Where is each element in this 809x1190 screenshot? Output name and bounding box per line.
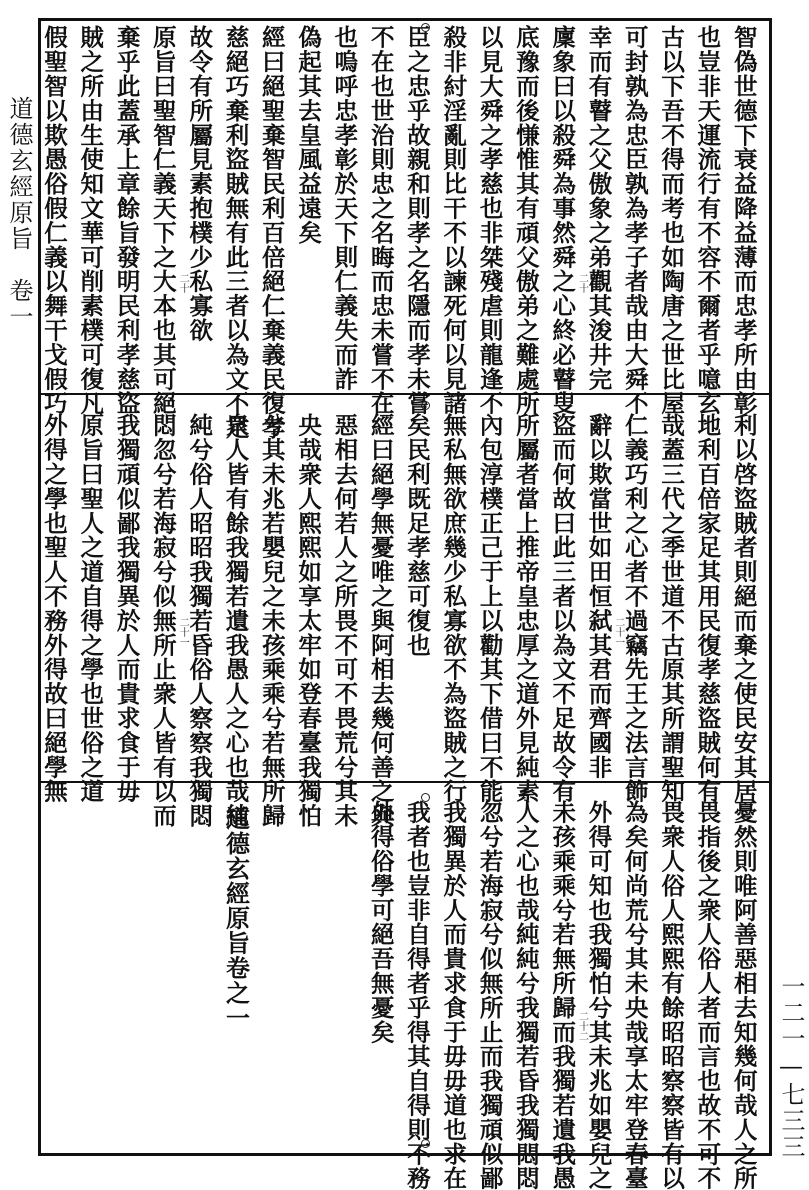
text-column: 經曰絕學無憂唯之與阿相去幾何善之與 [366,413,395,828]
text-column: 畏衆人俗人熙熙有餘昭昭察察皆有以 [657,800,686,1190]
text-column: 故令有所屬見素抱樸少私寡欲 [185,25,214,343]
chapter-mark: 二十 [177,273,189,293]
text-column: 偽起其去皇風益遠矣 [294,25,323,245]
text-column: 幸而有瞽之父傲象之弟觀其浚井完 [584,25,613,391]
text-column: 衆人皆有餘我獨若遺我愚人之心也哉純 [221,413,250,828]
text-column: 所屬者當上推帝皇忠厚之道外見純素 [511,413,540,804]
text-column: 辭以欺當世如田恒弑其君而齊國非 [584,413,613,779]
text-column: 人之心也哉純純兮我獨若昏我獨悶悶 [511,800,540,1190]
text-column: 矣民利既足孝慈可復也 [403,413,431,657]
text-column: 未孩乘乘兮若無所歸而我獨若遺我愚 [548,800,577,1190]
text-column: 原旨曰聖人之道自得之學也世俗之道 [76,413,105,804]
text-column: 忽兮若海寂兮似無所止而我獨頑似鄙 [475,800,504,1190]
panel-divider [41,393,769,395]
text-column: 道德玄經原旨卷之一 [221,806,251,1031]
text-column: 為矣何尚荒兮其未央哉享太牢登春臺 [620,800,649,1190]
text-column: 外得俗學可絕吾無憂矣 [366,800,395,1044]
text-column: 也嗚呼忠孝彰於天下則仁義失而詐 [330,25,359,391]
text-column: 哉蓋三代之季世道不古原其所謂聖知 [657,413,686,804]
text-column: 純兮俗人昭昭我獨若昏俗人察察我獨悶 [185,413,214,828]
text-column: 可封孰為忠臣孰為孝子者哉由大舜不 [620,25,649,416]
chapter-mark: 二十一 [612,617,624,647]
chapter-mark: 二十一 [177,617,189,647]
text-column: 經曰絕聖棄智民利百倍絕仁棄義民復孝 [257,25,286,440]
text-column: 原旨曰聖智仁義天下之大本也其可絕 [148,25,177,416]
text-column: 我獨異於人而貴求食于毋毋道也求在 [439,800,468,1190]
side-title: 道德玄經原旨 卷一 [5,96,33,330]
text-column: 盜而何故曰此三者以為文不足故令有 [548,413,577,804]
text-panel-bottom [41,796,769,1190]
text-column: 無私無欲庶幾少私寡欲不為盜賊之行 [439,413,468,804]
text-column: 仁義巧利之心者不過竊先王之法言飾 [620,413,649,804]
text-column: 也豈非天運流行有不容不爾者乎噫玄 [693,25,722,416]
text-column: 古以下吾不得而考也如陶唐之世比屋 [657,25,686,416]
text-column: 憂然則唯阿善惡相去知幾何哉人之所 [729,800,758,1190]
text-column: 棄乎此蓋承上章餘旨發明民利孝慈盜 [112,25,141,416]
text-column: 惡相去何若人之所畏不可不畏荒兮其未 [330,413,359,828]
text-column: 央哉衆人熙熙如享太牢如登春臺我獨怕 [294,413,323,828]
text-column: 地利百倍家足其用民復孝慈盜賊何有 [693,413,722,804]
text-column: 假聖智以欺愚俗假仁義以舞干戈假巧 [40,25,68,416]
text-column: 我者也豈非自得者乎得其自得則不務 [403,800,431,1190]
text-column: 外得之學也聖人不務外得故曰絕學無 [40,413,68,804]
punch-hole-icon [421,1139,430,1148]
text-column: 利以啓盜賊者則絕而棄之使民安其居 [729,413,758,804]
punch-hole-icon [421,793,430,802]
text-column: 我獨頑似鄙我獨異於人而貴求食于毋 [112,413,141,804]
text-column: 臣之忠乎故親和則孝之名隱而孝未嘗 [403,25,431,416]
text-panel-top [40,21,769,440]
page-number: 一二一—七三三 [777,974,805,1160]
text-column: 以見大舜之孝慈也非桀殘虐則龍逢不 [475,25,504,416]
punch-hole-icon [421,401,430,410]
text-column: 慈絕巧棄利盜賊無有此三者以為文不足 [221,25,250,440]
chapter-mark: 二十二 [576,1011,588,1041]
text-column: 賊之所由生使知文華可削素樸可復凡 [76,25,105,416]
punch-hole-icon [421,23,430,32]
panel-divider [41,781,769,783]
text-column: 不在也世治則忠之名晦而忠未嘗不在 [366,25,395,416]
page-frame [38,18,772,1190]
text-column: 兮其未兆若嬰兒之未孩乘乘兮若無所歸 [257,413,286,828]
text-column: 內包淳樸正己于上以勸其下借曰不能 [475,413,504,804]
text-panel-middle [40,409,769,828]
text-column: 畏指後之衆人俗人者而言也故不可不 [693,800,722,1190]
text-column: 智偽世德下衰益降益薄而忠孝所由彰 [729,25,758,416]
text-column: 悶忽兮若海寂兮似無所止衆人皆有以而 [148,413,177,828]
chapter-mark: 二十 [576,273,588,293]
text-column: 殺非紂淫亂則比干不以諫死何以見諸 [439,25,468,416]
text-column: 底豫而後慊惟其有頑父傲弟之難處所 [511,25,540,416]
text-column: 廩象曰以殺舜為事然舜之心終必瞽叟 [548,25,577,416]
text-column: 外得可知也我獨怕兮其未兆如嬰兒之 [584,800,613,1190]
